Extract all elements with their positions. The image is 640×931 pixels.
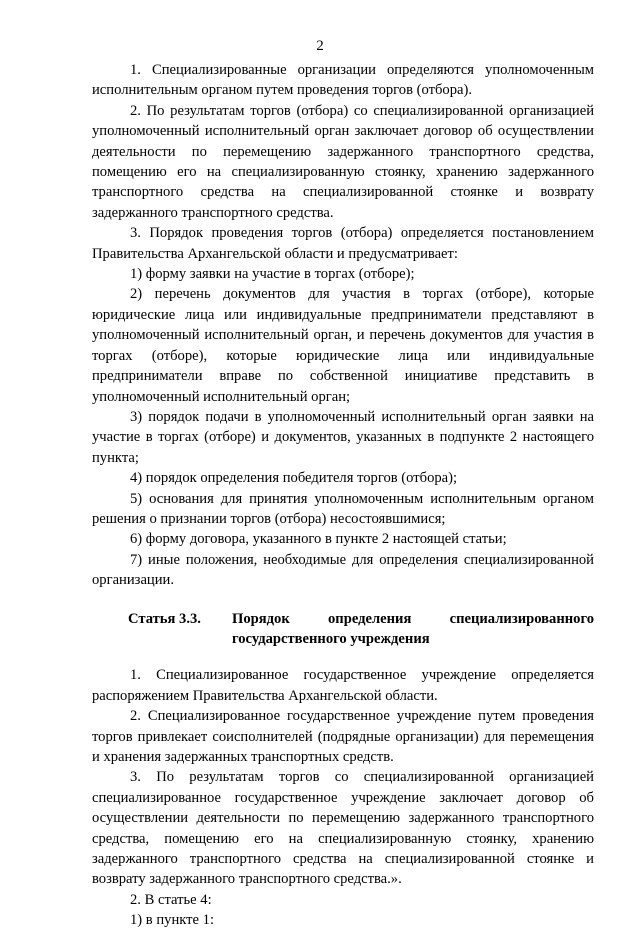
- paragraph: 1. Специализированные организации определяются уполномоченным исполнительным органом путем проведения торгов (отбора).: [92, 62, 594, 99]
- list-item: 1) форму заявки на участие в торгах (отборе);: [130, 266, 415, 283]
- list-item: 2) перечень документов для участия в торгах (отборе), которые юридические лица или индивидуальные предприниматели представляют в уполномоченный исполнительный орган, и перечень документов для участия в торгах (отборе), которые юридические лица или индивидуальные предприниматели вправе по собственной инициативе представить в уполномоченный исполнительный орган;: [92, 286, 594, 405]
- document-body: [92, 60, 594, 931]
- paragraph: 3. По результатам торгов со специализированной организацией специализированное государственное учреждение заключает договор об осуществлении деятельности по перемещению задержанного транспортного средства, помещению его на специализированную стоянку, хранению задержанного транспортного средства на специализированной стоянке и возврату задержанного транспортного средства.».: [92, 769, 594, 888]
- list-item: 5) основания для принятия уполномоченным исполнительным органом решения о признании торгов (отбора) несостоявшимися;: [92, 490, 594, 527]
- list-item: 6) форму договора, указанного в пункте 2 настоящей статьи;: [130, 531, 507, 548]
- paragraph: 3. Порядок проведения торгов (отбора) определяется постановлением Правительства Архангельской области и предусматривает:: [92, 225, 594, 262]
- article-number: Статья 3.3.: [128, 610, 201, 627]
- article-heading: [128, 609, 594, 650]
- list-item: 7) иные положения, необходимые для определения специализированной организации.: [92, 551, 594, 589]
- paragraph: 2. По результатам торгов (отбора) со специализированной организацией уполномоченный исполнительный орган заключает договор об осуществлении деятельности по перемещению задержанного транспортного средства, помещению его на специализированную стоянку, хранению задержанного транспортного средства на специализированной стоянке и возврату задержанного транспортного средства.: [92, 102, 594, 221]
- paragraph: 1. Специализированное государственное учреждение определяется распоряжением Правительства Архангельской области.: [92, 667, 594, 704]
- list-item: 3) порядок подачи в уполномоченный исполнительный орган заявки на участие в торгах (отборе) и документов, указанных в подпункте 2 настоящего пункта;: [92, 408, 594, 466]
- list-item: 1) в пункте 1:: [130, 912, 215, 929]
- page-number: 2: [316, 38, 324, 54]
- list-item: 4) порядок определения победителя торгов (отбора);: [130, 470, 458, 487]
- paragraph: 2. В статье 4:: [130, 891, 212, 908]
- paragraph: 2. Специализированное государственное учреждение путем проведения торгов привлекает соисполнителей (подрядные организации) для перемещения и хранения задержанных транспортных средств.: [92, 708, 594, 765]
- article-title: Порядок определения специализированного государственного учреждения: [232, 610, 594, 647]
